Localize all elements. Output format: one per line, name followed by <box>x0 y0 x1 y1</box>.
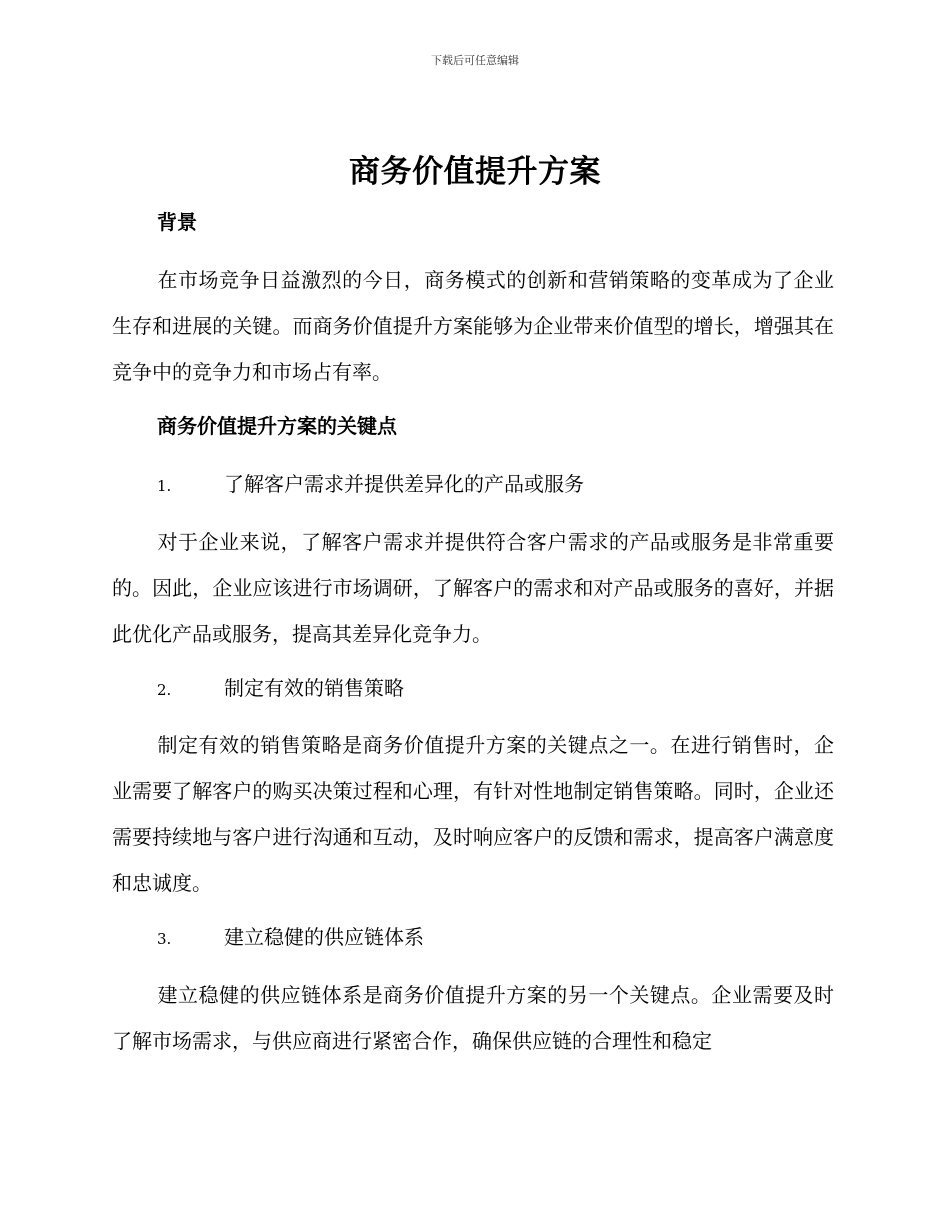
key-points-heading: 商务价值提升方案的关键点 <box>157 414 397 438</box>
list-item-number: 2. <box>157 681 172 699</box>
background-paragraph <box>112 257 834 395</box>
list-item-title: 建立稳健的供应链体系 <box>224 925 424 949</box>
list-item-number: 3. <box>157 930 172 948</box>
list-item-title: 制定有效的销售策略 <box>224 676 404 700</box>
item-1-paragraph <box>112 519 834 657</box>
list-item-number: 1. <box>157 477 172 495</box>
item-2-body: 制定有效的销售策略是商务价值提升方案的关键点之一。在进行销售时，企业需要了解客户的购买决策过程和心理，有针对性地制定销售策略。同时，企业还需要持续地与客户进行沟通和互动，及时响应客户的反馈和需求，提高客户满意度和忠诚度。 <box>112 733 834 895</box>
header-note: 下载后可任意编辑 <box>431 54 519 67</box>
list-item-2 <box>157 673 757 705</box>
list-item-1 <box>157 469 757 501</box>
item-2-paragraph <box>112 722 834 906</box>
item-3-body: 建立稳健的供应链体系是商务价值提升方案的另一个关键点。企业需要及时了解市场需求，与供应商进行紧密合作，确保供应链的合理性和稳定 <box>112 983 834 1053</box>
background-heading: 背景 <box>157 210 197 234</box>
list-item-title: 了解客户需求并提供差异化的产品或服务 <box>224 472 584 496</box>
background-text: 在市场竞争日益激烈的今日，商务模式的创新和营销策略的变革成为了企业生存和进展的关键。而商务价值提升方案能够为企业带来价值型的增长，增强其在竞争中的竞争力和市场占有率。 <box>112 268 834 384</box>
item-3-paragraph <box>112 972 834 1064</box>
list-item-3 <box>157 922 757 954</box>
item-1-body: 对于企业来说，了解客户需求并提供符合客户需求的产品或服务是非常重要的。因此，企业应该进行市场调研，了解客户的需求和对产品或服务的喜好，并据此优化产品或服务，提高其差异化竞争力。 <box>112 530 834 646</box>
document-title: 商务价值提升方案 <box>349 154 601 190</box>
